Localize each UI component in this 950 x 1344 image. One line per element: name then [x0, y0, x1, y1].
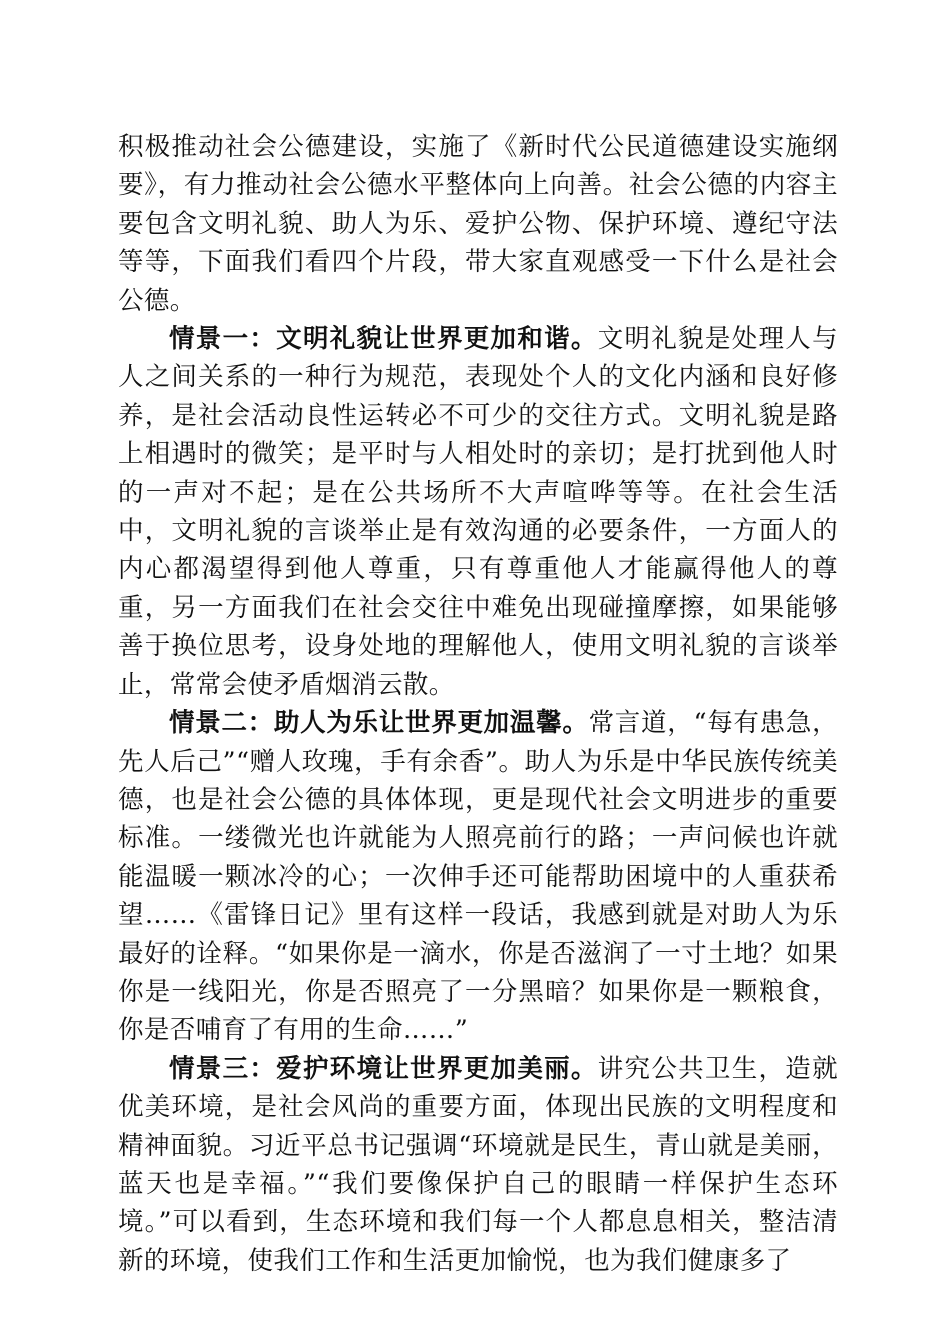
- paragraph-scene-two: [118, 704, 838, 1050]
- paragraph-scene-one: [118, 320, 838, 704]
- paragraph-intro-text: 积极推动社会公德建设，实施了《新时代公民道德建设实施纲要》，有力推动社会公德水平整体向上向善。社会公德的内容主要包含文明礼貌、助人为乐、爱护公物、保护环境、遵纪守法等等，下面我们看四个片段，带大家直观感受一下什么是社会公德。: [118, 132, 838, 316]
- paragraph-scene-three: [118, 1050, 838, 1280]
- scene-two-heading: 情景二：助人为乐让世界更加温馨。: [169, 708, 589, 739]
- scene-two-text: 常言道，“每有患急，先人后己”“赠人玫瑰，手有余香”。助人为乐是中华民族传统美德，也是社会公德的具体体现，更是现代社会文明进步的重要标准。一缕微光也许就能为人照亮前行的路；一声问候也许就能温暖一颗冰冷的心；一次伸手还可能帮助困境中的人重获希望……《雷锋日记》里有这样一段话，我感到就是对助人为乐最好的诠释。“如果你是一滴水，你是否滋润了一寸土地？如果你是一线阳光，你是否照亮了一分黑暗？如果你是一颗粮食，你是否哺育了有用的生命……”: [118, 708, 838, 1046]
- paragraph-intro: [118, 128, 838, 320]
- scene-one-heading: 情景一：文明礼貌让世界更加和谐。: [169, 324, 598, 355]
- scene-one-text: 文明礼貌是处理人与人之间关系的一种行为规范，表现处个人的文化内涵和良好修养，是社会活动良性运转必不可少的交往方式。文明礼貌是路上相遇时的微笑；是平时与人相处时的亲切；是打扰到他人时的一声对不起；是在公共场所不大声喧哗等等。在社会生活中，文明礼貌的言谈举止是有效沟通的必要条件，一方面人的内心都渴望得到他人尊重，只有尊重他人才能赢得他人的尊重，另一方面我们在社会交往中难免出现碰撞摩擦，如果能够善于换位思考，设身处地的理解他人，使用文明礼貌的言谈举止，常常会使矛盾烟消云散。: [118, 324, 838, 700]
- scene-three-heading: 情景三：爱护环境让世界更加美丽。: [169, 1053, 598, 1084]
- scene-three-text: 讲究公共卫生，造就优美环境，是社会风尚的重要方面，体现出民族的文明程度和精神面貌。习近平总书记强调“环境就是民生，青山就是美丽，蓝天也是幸福。”“我们要像保护自己的眼睛一样保护生态环境。”可以看到，生态环境和我们每一个人都息息相关，整洁清新的环境，使我们工作和生活更加愉悦，也为我们健康多了: [118, 1053, 838, 1276]
- document-page: [118, 128, 838, 1280]
